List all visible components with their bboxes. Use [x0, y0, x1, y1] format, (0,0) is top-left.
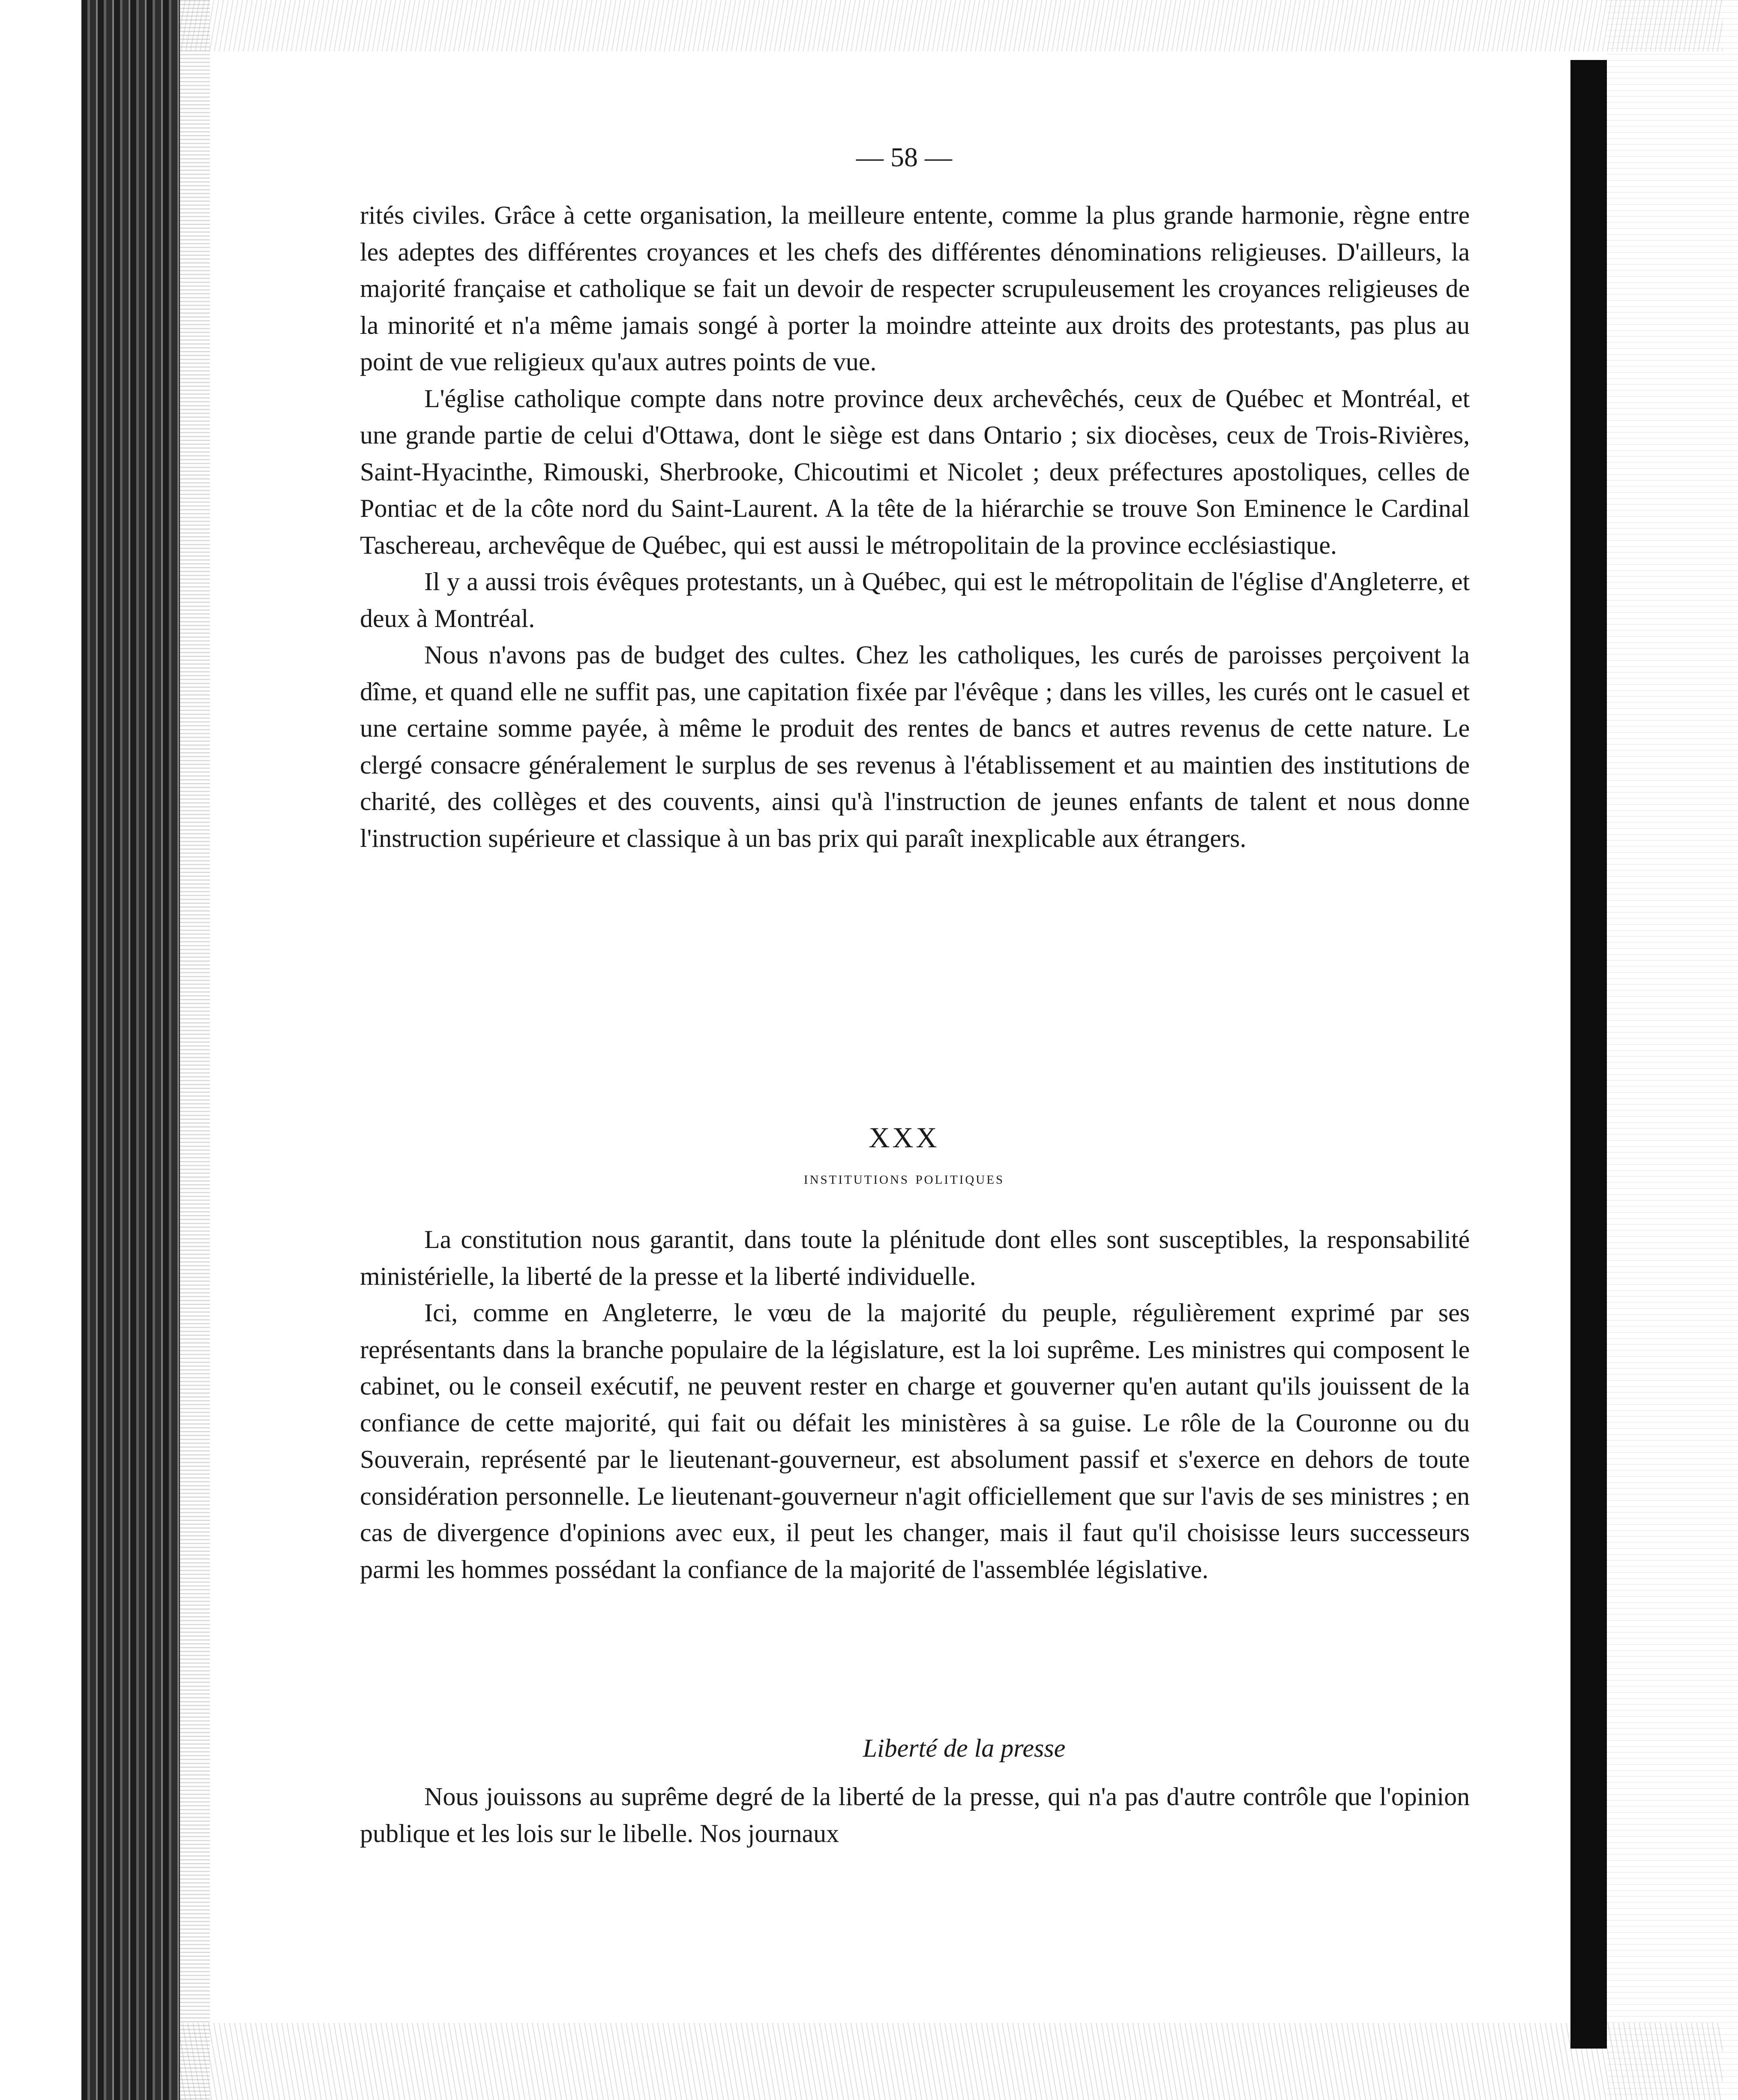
scan-top-noise — [180, 0, 1723, 51]
scan-gutter-noise — [180, 0, 210, 2100]
body-text-top — [360, 197, 1470, 857]
paragraph: Ici, comme en Angleterre, le vœu de la majorité du peuple, régulièrement exprimé par ses représentants dans la branche populaire de la législature, est la loi suprême. Les ministres qui composent le cabinet, ou le conseil exécutif, ne peuvent rester en charge et gouverner qu'en autant qu'ils jouissent de la confiance de cette majorité, qui fait ou défait les ministères à sa guise. Le rôle de la Couronne ou du Souverain, représenté par le lieutenant-gouverneur, est absolument passif et s'exerce en dehors de toute considération personnelle. Le lieutenant-gouverneur n'agit officiellement que sur l'avis de ses ministres ; en cas de divergence d'opinions avec eux, il peut les changer, mais il faut qu'il choisisse leurs successeurs parmi les hommes possédant la confiance de la majorité de l'assemblée législative. — [360, 1299, 1470, 1584]
scan-binding-shadow — [81, 0, 180, 2100]
paragraph: L'église catholique compte dans notre province deux archevêchés, ceux de Québec et Montréal, et une grande partie de celui d'Ottawa, dont le siège est dans Ontario ; six diocèses, ceux de Trois-Rivières, Saint-Hyacinthe, Rimouski, Sherbrooke, Chicoutimi et Nicolet ; deux préfectures apostoliques, celles de Pontiac et de la côte nord du Saint-Laurent. A la tête de la hiérarchie se trouve Son Eminence le Cardinal Taschereau, archevêque de Québec, qui est aussi le métropolitain de la province ecclésiastique. — [360, 384, 1470, 559]
scan-right-edge-bar — [1570, 60, 1607, 2049]
subheading: Liberté de la presse — [863, 1734, 1066, 1762]
paragraph: Il y a aussi trois évêques protestants, un à Québec, qui est le métropolitain de l'église d'Angleterre, et deux à Montréal. — [360, 567, 1470, 633]
section-number: XXX — [869, 1121, 940, 1154]
paragraph: Nous jouissons au suprême degré de la liberté de la presse, qui n'a pas d'autre contrôle que l'opinion publique et les lois sur le libelle. Nos journaux — [360, 1782, 1470, 1848]
scan-right-margin-noise — [1607, 0, 1738, 2100]
paragraph: La constitution nous garantit, dans toute la plénitude dont elles sont susceptibles, la responsabilité ministérielle, la liberté de la presse et la liberté individuelle. — [360, 1225, 1470, 1290]
paragraph: Nous n'avons pas de budget des cultes. Chez les catholiques, les curés de paroisses perçoivent la dîme, et quand elle ne suffit pas, une capitation fixée par l'évêque ; dans les villes, les curés ont le casuel et une certaine somme payée, à même le produit des rentes de bancs et autres revenus de cette nature. Le clergé consacre généralement le surplus de ses revenus à l'établissement et au maintien des institutions de charité, des collèges et des couvents, ainsi qu'à l'instruction de jeunes enfants de talent et nous donne l'instruction supérieure et classique à un bas prix qui paraît inexplicable aux étrangers. — [360, 641, 1470, 852]
scan-bottom-noise — [180, 2023, 1723, 2100]
section-title: institutions politiques — [803, 1168, 1005, 1188]
body-text-press — [360, 1779, 1470, 1852]
page-number: — 58 — — [856, 142, 952, 172]
body-text-section — [360, 1221, 1470, 1588]
paragraph: rités civiles. Grâce à cette organisation, la meilleure entente, comme la plus grande harmonie, règne entre les adeptes des différentes croyances et les chefs des différentes dénominations religieuses. D'ailleurs, la majorité française et catholique se fait un devoir de respecter scrupuleusement les croyances religieuses de la minorité et n'a même jamais songé à porter la moindre atteinte aux droits des protestants, pas plus au point de vue religieux qu'aux autres points de vue. — [360, 201, 1470, 376]
